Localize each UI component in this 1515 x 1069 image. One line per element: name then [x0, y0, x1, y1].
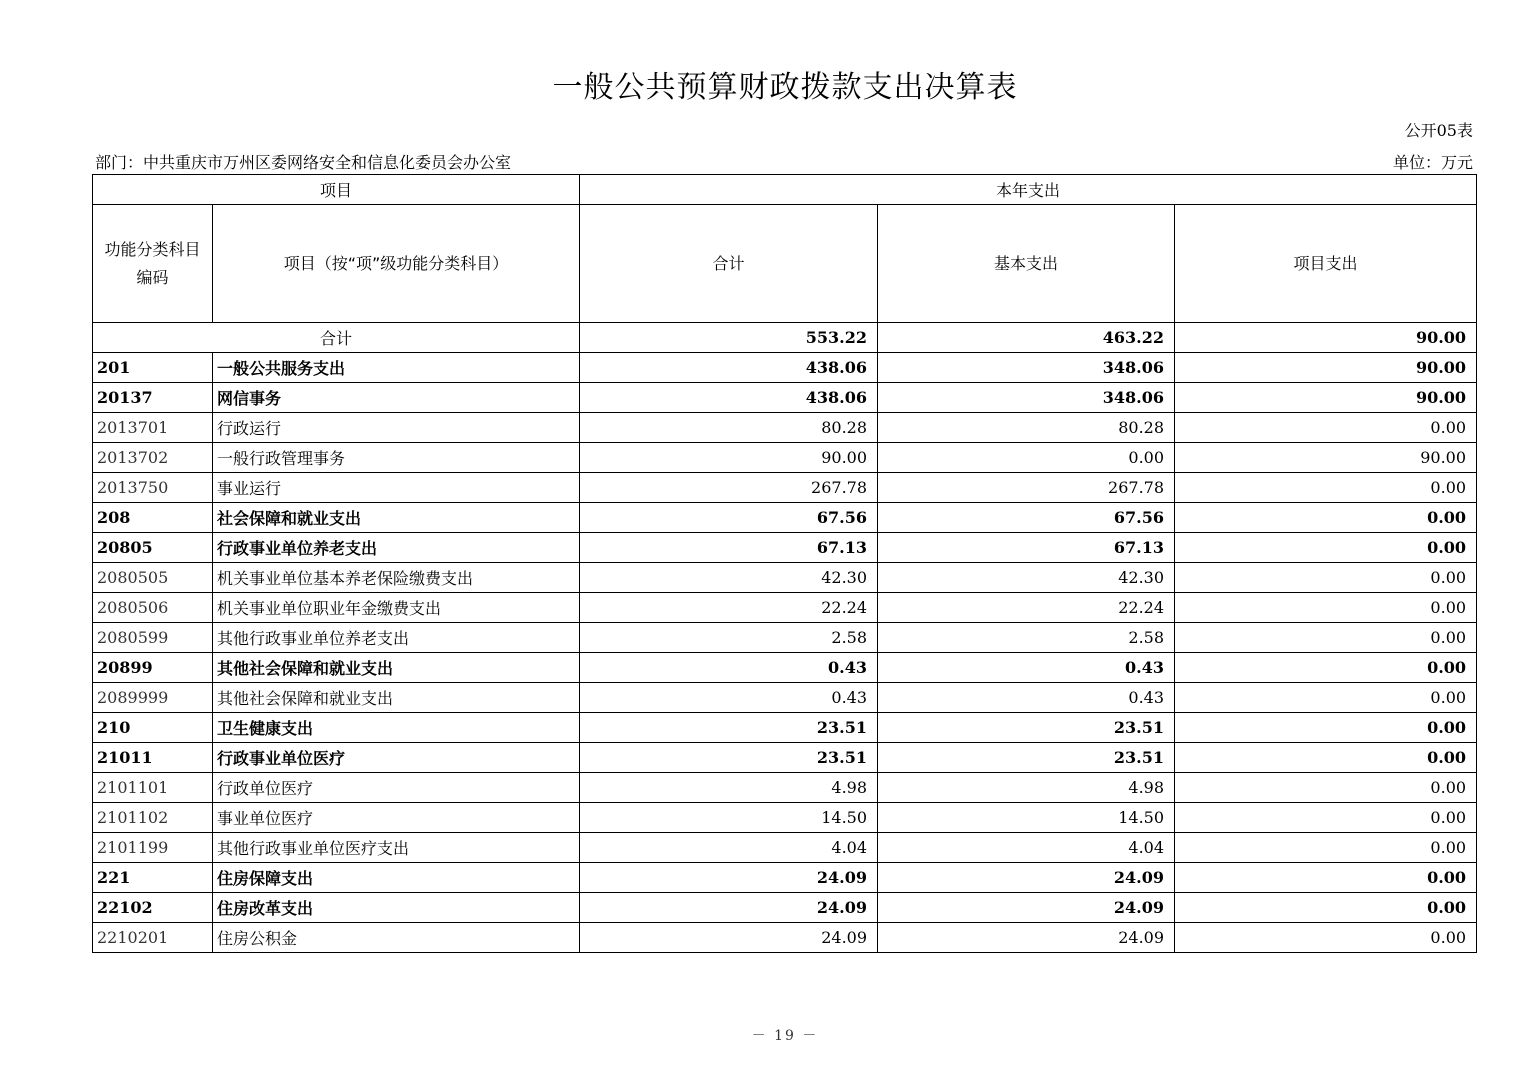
row-code: 2013702: [93, 443, 213, 473]
page-number: － 19 －: [751, 1028, 819, 1044]
row-project: 0.00: [1175, 683, 1477, 713]
table-row: [93, 833, 1477, 863]
row-name: 卫生健康支出: [213, 713, 580, 743]
row-code: 2101102: [93, 803, 213, 833]
table-row: [93, 863, 1477, 893]
row-total: 23.51: [580, 743, 878, 773]
row-project: 0.00: [1175, 473, 1477, 503]
row-project: 0.00: [1175, 833, 1477, 863]
header-row-2: [93, 205, 1477, 323]
table-row: [93, 683, 1477, 713]
row-name: 住房保障支出: [213, 863, 580, 893]
row-basic: 267.78: [878, 473, 1175, 503]
table-row: [93, 743, 1477, 773]
row-total: 438.06: [580, 353, 878, 383]
table-row: [93, 773, 1477, 803]
row-total: 67.56: [580, 503, 878, 533]
row-total: 90.00: [580, 443, 878, 473]
row-name: 一般公共服务支出: [213, 353, 580, 383]
row-basic: 22.24: [878, 593, 1175, 623]
header-total: 合计: [580, 205, 878, 323]
row-name: 行政事业单位养老支出: [213, 533, 580, 563]
total-label: 合计: [93, 323, 580, 353]
row-total: 67.13: [580, 533, 878, 563]
row-code: 2013701: [93, 413, 213, 443]
header-row-1: [93, 175, 1477, 205]
row-name: 网信事务: [213, 383, 580, 413]
table-row: [93, 893, 1477, 923]
row-project: 0.00: [1175, 503, 1477, 533]
row-total: 24.09: [580, 923, 878, 953]
row-basic: 67.56: [878, 503, 1175, 533]
row-code: 2101101: [93, 773, 213, 803]
table-row: [93, 503, 1477, 533]
form-number: 公开05表: [1404, 121, 1473, 140]
table-row: [93, 563, 1477, 593]
row-name: 社会保障和就业支出: [213, 503, 580, 533]
row-name: 行政运行: [213, 413, 580, 443]
header-basic: 基本支出: [878, 205, 1175, 323]
table-row: [93, 353, 1477, 383]
row-code: 2013750: [93, 473, 213, 503]
row-total: 24.09: [580, 893, 878, 923]
unit-label: 单位：万元: [1392, 153, 1473, 172]
row-project: 0.00: [1175, 773, 1477, 803]
row-project: 0.00: [1175, 533, 1477, 563]
row-project: 90.00: [1175, 383, 1477, 413]
row-project: 0.00: [1175, 413, 1477, 443]
row-total: 0.43: [580, 653, 878, 683]
row-code: 2101199: [93, 833, 213, 863]
row-basic: 24.09: [878, 893, 1175, 923]
total-project: 90.00: [1175, 323, 1477, 353]
table-row: [93, 443, 1477, 473]
table-row: [93, 473, 1477, 503]
row-total: 438.06: [580, 383, 878, 413]
row-basic: 4.98: [878, 773, 1175, 803]
row-project: 0.00: [1175, 923, 1477, 953]
row-code: 208: [93, 503, 213, 533]
header-name: 项目（按“项”级功能分类科目）: [213, 205, 580, 323]
row-basic: 4.04: [878, 833, 1175, 863]
row-basic: 80.28: [878, 413, 1175, 443]
row-name: 事业运行: [213, 473, 580, 503]
row-basic: 2.58: [878, 623, 1175, 653]
row-code: 2080505: [93, 563, 213, 593]
department-label: 部门：中共重庆市万州区委网络安全和信息化委员会办公室: [95, 153, 512, 172]
row-project: 90.00: [1175, 353, 1477, 383]
row-basic: 67.13: [878, 533, 1175, 563]
row-code: 201: [93, 353, 213, 383]
row-code: 221: [93, 863, 213, 893]
table-row: [93, 413, 1477, 443]
row-name: 行政事业单位医疗: [213, 743, 580, 773]
row-total: 80.28: [580, 413, 878, 443]
row-name: 其他行政事业单位养老支出: [213, 623, 580, 653]
header-project: 项目: [93, 175, 580, 205]
row-basic: 24.09: [878, 923, 1175, 953]
row-name: 行政单位医疗: [213, 773, 580, 803]
row-basic: 23.51: [878, 743, 1175, 773]
row-project: 0.00: [1175, 743, 1477, 773]
total-total: 553.22: [580, 323, 878, 353]
header-project-expenditure: 项目支出: [1175, 205, 1477, 323]
row-name: 住房公积金: [213, 923, 580, 953]
row-project: 0.00: [1175, 653, 1477, 683]
row-name: 一般行政管理事务: [213, 443, 580, 473]
row-project: 0.00: [1175, 623, 1477, 653]
table-row: [93, 593, 1477, 623]
row-project: 0.00: [1175, 593, 1477, 623]
row-code: 2089999: [93, 683, 213, 713]
table-row: [93, 923, 1477, 953]
header-code: 功能分类科目编码: [93, 205, 213, 323]
row-name: 机关事业单位基本养老保险缴费支出: [213, 563, 580, 593]
row-code: 21011: [93, 743, 213, 773]
row-name: 其他社会保障和就业支出: [213, 683, 580, 713]
row-code: 2080599: [93, 623, 213, 653]
report-title: 一般公共预算财政拨款支出决算表: [552, 70, 1018, 105]
row-basic: 23.51: [878, 713, 1175, 743]
row-total: 24.09: [580, 863, 878, 893]
total-row: [93, 323, 1477, 353]
row-basic: 0.00: [878, 443, 1175, 473]
row-total: 4.04: [580, 833, 878, 863]
row-basic: 24.09: [878, 863, 1175, 893]
row-basic: 0.43: [878, 683, 1175, 713]
row-total: 22.24: [580, 593, 878, 623]
table-row: [93, 533, 1477, 563]
total-basic: 463.22: [878, 323, 1175, 353]
row-name: 机关事业单位职业年金缴费支出: [213, 593, 580, 623]
expenditure-table: [92, 174, 1477, 953]
table-row: [93, 383, 1477, 413]
row-total: 42.30: [580, 563, 878, 593]
row-total: 23.51: [580, 713, 878, 743]
row-basic: 14.50: [878, 803, 1175, 833]
row-code: 2080506: [93, 593, 213, 623]
header-current-year: 本年支出: [580, 175, 1477, 205]
row-basic: 348.06: [878, 383, 1175, 413]
table-row: [93, 803, 1477, 833]
row-name: 事业单位医疗: [213, 803, 580, 833]
row-total: 4.98: [580, 773, 878, 803]
row-code: 20805: [93, 533, 213, 563]
row-name: 其他社会保障和就业支出: [213, 653, 580, 683]
row-code: 210: [93, 713, 213, 743]
row-code: 22102: [93, 893, 213, 923]
row-code: 20899: [93, 653, 213, 683]
row-basic: 0.43: [878, 653, 1175, 683]
row-project: 0.00: [1175, 863, 1477, 893]
row-project: 90.00: [1175, 443, 1477, 473]
row-project: 0.00: [1175, 713, 1477, 743]
row-basic: 42.30: [878, 563, 1175, 593]
row-total: 267.78: [580, 473, 878, 503]
row-name: 住房改革支出: [213, 893, 580, 923]
row-total: 14.50: [580, 803, 878, 833]
table-row: [93, 713, 1477, 743]
row-code: 20137: [93, 383, 213, 413]
row-code: 2210201: [93, 923, 213, 953]
row-total: 2.58: [580, 623, 878, 653]
table-row: [93, 623, 1477, 653]
row-total: 0.43: [580, 683, 878, 713]
row-project: 0.00: [1175, 563, 1477, 593]
row-basic: 348.06: [878, 353, 1175, 383]
row-project: 0.00: [1175, 803, 1477, 833]
row-project: 0.00: [1175, 893, 1477, 923]
row-name: 其他行政事业单位医疗支出: [213, 833, 580, 863]
table-row: [93, 653, 1477, 683]
